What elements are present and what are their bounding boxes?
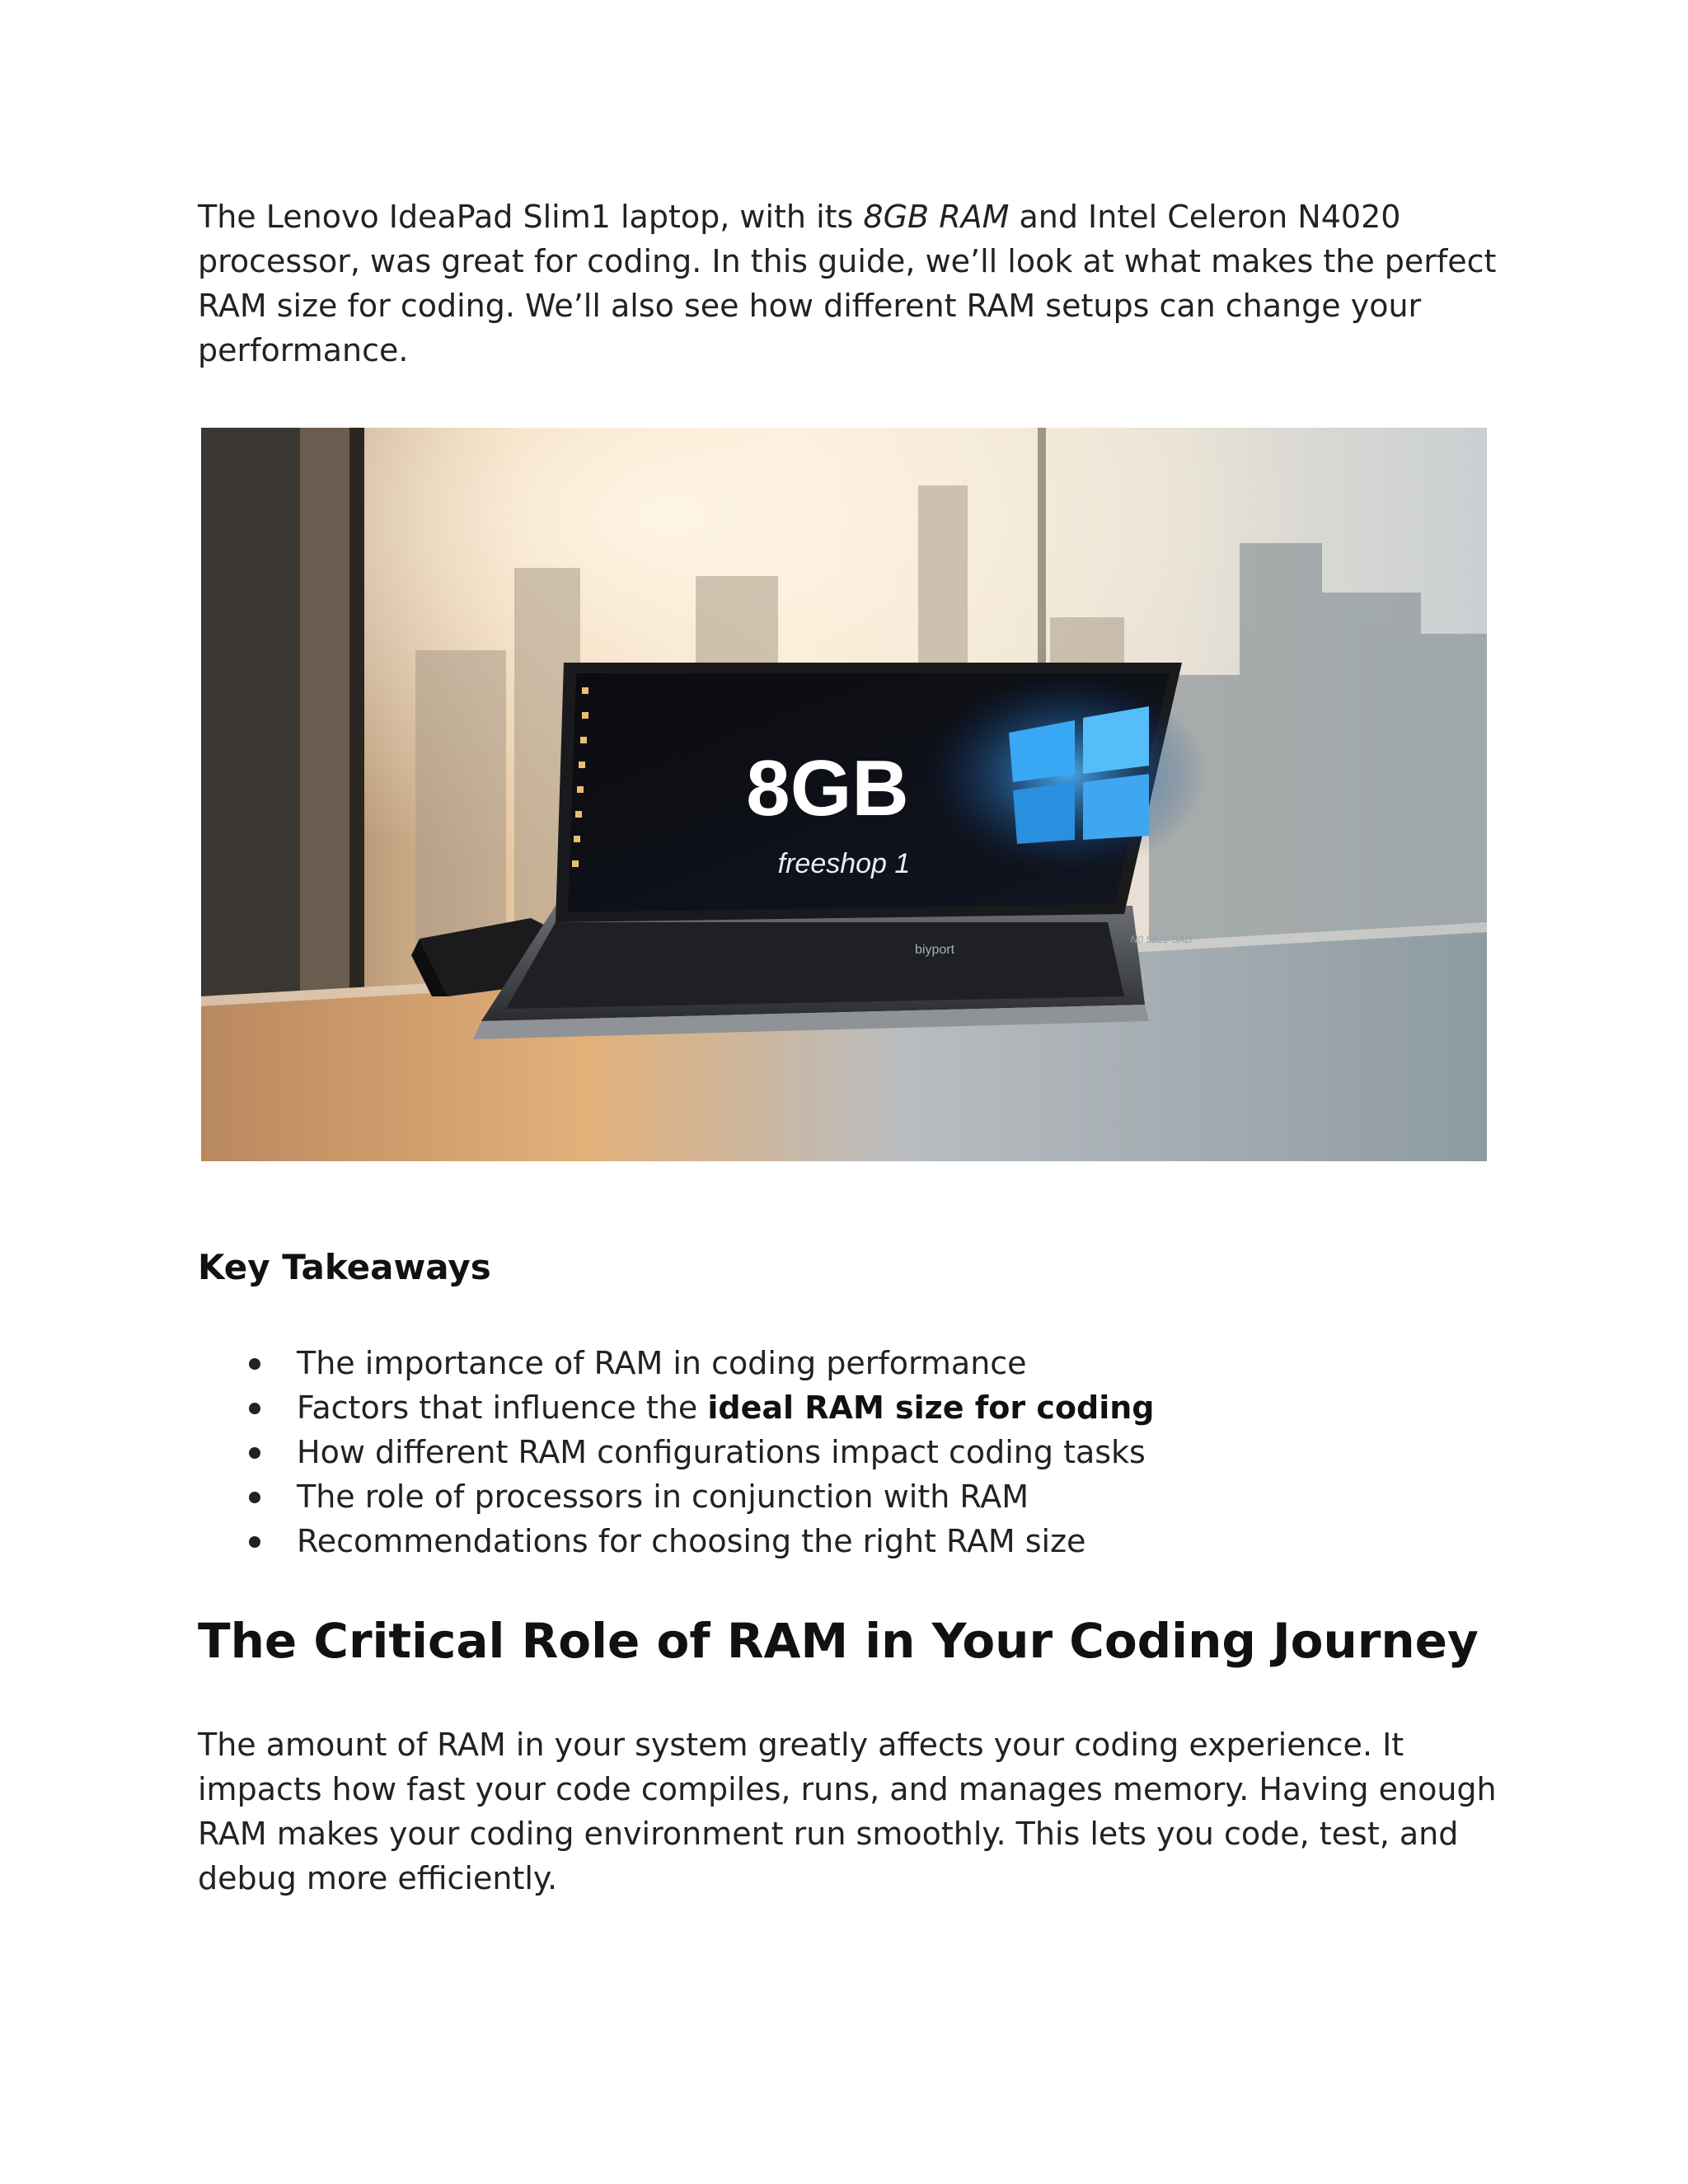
bullet-icon [249,1492,260,1503]
bullet-icon [249,1358,260,1370]
takeaway-text: The role of processors in conjunction with RAM [297,1479,1029,1515]
hero-image [201,428,1487,1161]
laptop-photo-illustration [201,428,1487,1161]
list-item [198,1474,1484,1519]
section-heading: The Critical Role of RAM in Your Coding Journey [198,1613,1479,1669]
intro-text-start: The Lenovo IdeaPad Slim1 laptop, with its [198,199,864,235]
key-takeaways-list [198,1341,1484,1563]
list-item [198,1519,1484,1563]
bullet-icon [249,1536,260,1548]
laptop [473,663,1207,1039]
list-item [198,1341,1484,1385]
intro-text-end: and Intel Celeron N4020 processor, was great for coding. In this guide, we’ll look at what makes the perfect RAM size for coding. We’ll also see how different RAM setups can change your performance. [198,199,1497,368]
takeaway-text: How different RAM configurations impact coding tasks [297,1434,1146,1470]
bullet-icon [249,1403,260,1414]
takeaway-bold-text: ideal RAM size for coding [707,1390,1155,1426]
bezel-model-text: N0 5B22 SAD [1130,934,1193,945]
intro-emphasis: 8GB RAM [863,199,1010,235]
takeaway-text: Recommendations for choosing the right RAM size [297,1523,1086,1559]
bezel-brand-text: biyport [914,943,955,957]
section-body-paragraph: The amount of RAM in your system greatly affects your coding experience. It impacts how fast your code compiles, runs, and manages memory. Having enough RAM makes your coding environment run smoothly. This lets you code, test, and debug more efficiently. [198,1727,1497,1896]
screen-big-text: 8GB [746,744,909,832]
takeaway-text: The importance of RAM in coding performance [297,1345,1027,1381]
list-item [198,1430,1484,1474]
bullet-icon [249,1447,260,1459]
screen-sub-text: freeshop 1 [777,848,911,879]
key-takeaways-heading: Key Takeaways [198,1247,491,1287]
list-item [198,1385,1484,1430]
takeaway-text: Factors that influence the [297,1390,708,1426]
intro-paragraph [198,194,1500,373]
